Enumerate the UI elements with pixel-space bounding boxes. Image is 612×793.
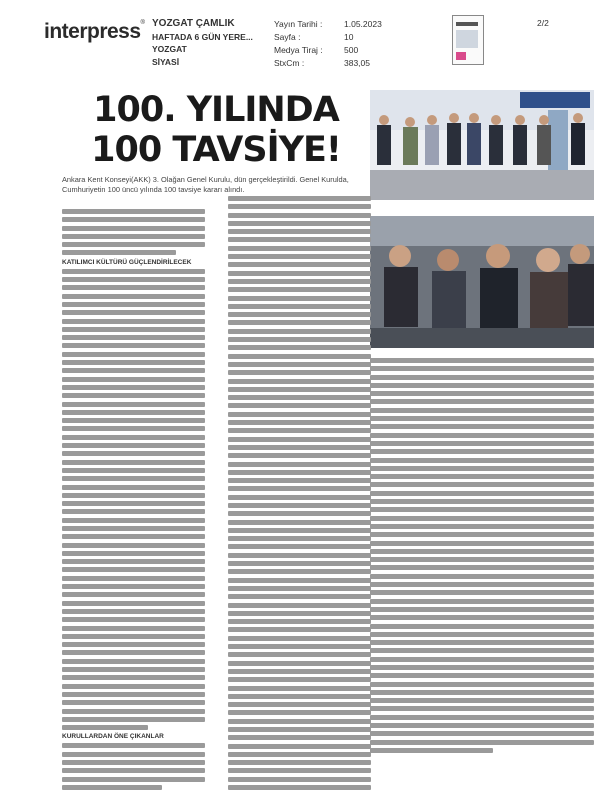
article-column-3	[370, 358, 594, 756]
audience-photo	[370, 216, 594, 348]
headline-line-1: 100. YILINDA	[93, 90, 339, 130]
article-column-2	[228, 196, 371, 793]
field-label: Medya Tiraj :	[274, 45, 323, 55]
article-lead: Ankara Kent Konseyi(AKK) 3. Olağan Genel Kurulu, dün gerçekleştirildi. Genel Kurulda, Cumhuriyetin 100 üncü yılında 100 tavsiye kararı alındı.	[62, 175, 349, 194]
column-subheading: KURULLARDAN ÖNE ÇIKANLAR	[62, 733, 164, 741]
headline-line-2: 100 TAVSİYE!	[91, 130, 341, 170]
article-column-1	[62, 209, 205, 793]
field-value: 1.05.2023	[344, 19, 382, 29]
publication-period: HAFTADA 6 GÜN YERE...	[152, 31, 253, 42]
interpress-logo: interpress®	[44, 20, 145, 43]
field-value: 10	[344, 32, 354, 42]
publication-city: YOZGAT	[152, 44, 187, 54]
article-headline	[68, 90, 364, 170]
field-label: Yayın Tarihi :	[274, 19, 323, 29]
field-value: 500	[344, 45, 359, 55]
clipping-fields	[274, 18, 382, 70]
group-photo	[370, 90, 594, 200]
field-row	[274, 44, 382, 57]
column-subheading: KATILIMCI KÜLTÜRÜ GÜÇLENDİRİLECEK	[62, 258, 192, 266]
field-label: Sayfa :	[274, 32, 301, 42]
field-row	[274, 31, 382, 44]
newspaper-thumbnail	[452, 15, 484, 65]
publication-category: SİYASİ	[152, 56, 180, 67]
page-indicator: 2/2	[537, 18, 549, 28]
field-row	[274, 18, 382, 31]
field-row	[274, 57, 382, 70]
publication-name: YOZGAT ÇAMLIK	[152, 18, 235, 29]
field-value: 383,05	[344, 58, 370, 68]
publication-info	[152, 18, 253, 68]
field-label: StxCm :	[274, 58, 305, 68]
